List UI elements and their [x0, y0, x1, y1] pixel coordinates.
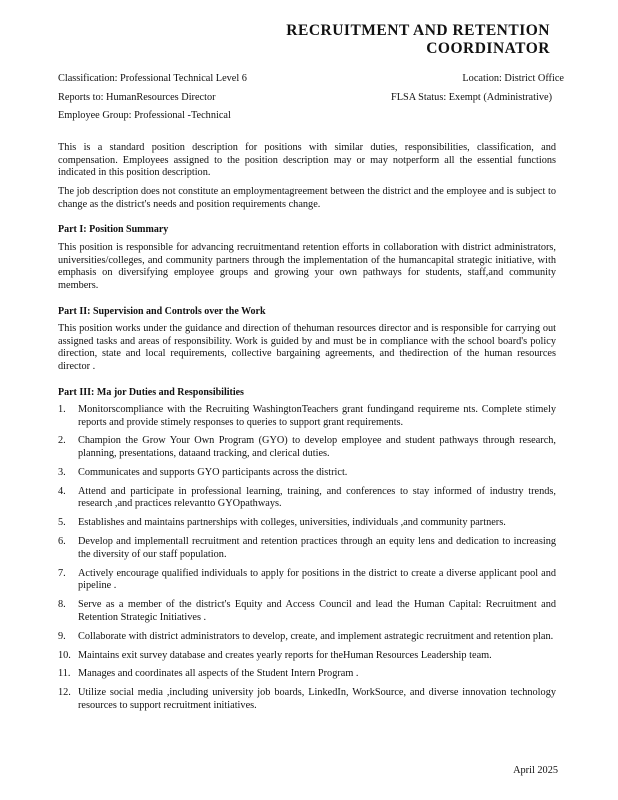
employee-group-field: Employee Group: Professional -Technical [58, 110, 231, 121]
footer-date: April 2025 [513, 765, 558, 776]
title-line-2: COORDINATOR [426, 40, 550, 57]
duty-item [58, 668, 556, 681]
duty-item [58, 650, 556, 663]
duty-number: 7. [58, 567, 66, 579]
part-1-summary: This position is responsible for advancing recruitmentand retention efforts in collaboration with district administrators, universities/colleges, and community partners through the implementation of the humancapital strategic initiative, with emphasis on diversifying employee groups and growing your own pathways for students, staff,and community members. [58, 242, 556, 291]
duty-item [58, 599, 556, 624]
duty-item [58, 517, 556, 530]
duty-text: Utilize social media ,including university job boards, LinkedIn, WorkSource, and diverse innovation technology resources to support recruitment initiatives. [78, 687, 556, 711]
duty-number: 8. [58, 599, 66, 611]
part-2-text: This position works under the guidance and direction of thehuman resources director and is responsible for carrying out assigned tasks and areas of responsibility. Work is guided by and must be in compliance with the school board's policy direction, state and local requirements, collective bargaining agreements, and thedirection of the human resources director . [58, 323, 556, 372]
duty-number: 4. [58, 485, 66, 497]
duty-item [58, 568, 556, 593]
duty-text: Champion the Grow Your Own Program (GYO) to develop employee and student pathways through research, planning, presentations, dataand tracking, and clerical duties. [78, 435, 556, 460]
part-2-heading: Part II: Supervision and Controls over the Work [58, 306, 266, 317]
duty-number: 3. [58, 466, 66, 478]
duty-number: 1. [58, 404, 66, 415]
duty-item [58, 631, 556, 644]
meta-row-2 [58, 89, 564, 107]
duty-text: Manages and coordinates all aspects of the Student Intern Program . [78, 668, 359, 680]
reports-to-field: Reports to: HumanResources Director [58, 92, 216, 103]
duty-text: Develop and implementall recruitment and retention practices through an equity lens and dedication to increasing the diversity of our staff population. [78, 536, 556, 560]
duty-text: Serve as a member of the district's Equity and Access Council and lead the Human Capital: Recruitment and Retention Strategic Initiatives . [78, 599, 556, 623]
duty-text: Attend and participate in professional learning, training, and conferences to stay informed of industry trends, research ,and practices relevantto GYOpathways. [78, 485, 556, 510]
duty-item [58, 687, 556, 712]
location-field: Location: District Office [462, 73, 564, 84]
duty-number: 2. [58, 435, 66, 447]
part-3-heading: Part III: Ma jor Duties and Responsibilities [58, 387, 244, 398]
duty-number: 6. [58, 536, 66, 548]
duty-text: Communicates and supports GYO participants across the district. [78, 466, 348, 478]
duties-list [58, 404, 556, 719]
duty-text: Collaborate with district administrators to develop, create, and implement astrategic recruitment and retention plan. [78, 630, 554, 642]
duty-item [58, 536, 556, 561]
document-title [250, 22, 550, 58]
duty-number: 10. [58, 649, 71, 661]
duty-item [58, 467, 556, 480]
meta-row-1 [58, 70, 564, 88]
duty-number: 12. [58, 687, 71, 699]
intro-paragraph-2: The job description does not constitute an employmentagreement between the district and the employee and is subject to change as the district's needs and position requirements change. [58, 186, 556, 210]
classification-field: Classification: Professional Technical Level 6 [58, 73, 247, 84]
title-line-1: RECRUITMENT AND RETENTION [286, 22, 550, 39]
duty-item [58, 435, 556, 460]
duty-text: Monitorscompliance with the Recruiting WashingtonTeachers grant fundingand requireme nts. Complete stimely reports and provide stimely responses to queries to support grant requirements. [78, 404, 556, 428]
duty-text: Establishes and maintains partnerships with colleges, universities, individuals ,and community partners. [78, 517, 506, 529]
meta-row-3 [58, 107, 564, 125]
intro-paragraph-1: This is a standard position description for positions with similar duties, responsibilities, classification, and compensation. Employees assigned to the position description may or may notperform all the essential functions indicated in this position description. [58, 142, 556, 179]
flsa-status-field: FLSA Status: Exempt (Administrative) [390, 92, 552, 103]
duty-text: Actively encourage qualified individuals to apply for positions in the district to create a diverse applicant pool and pipeline . [78, 567, 556, 592]
duty-text: Maintains exit survey database and creates yearly reports for theHuman Resources Leadership team. [78, 649, 492, 661]
duty-number: 11. [58, 668, 71, 680]
duty-item [58, 486, 556, 511]
duty-number: 5. [58, 517, 66, 529]
part-1-heading: Part I: Position Summary [58, 224, 169, 235]
duty-number: 9. [58, 630, 66, 642]
duty-item [58, 404, 556, 429]
